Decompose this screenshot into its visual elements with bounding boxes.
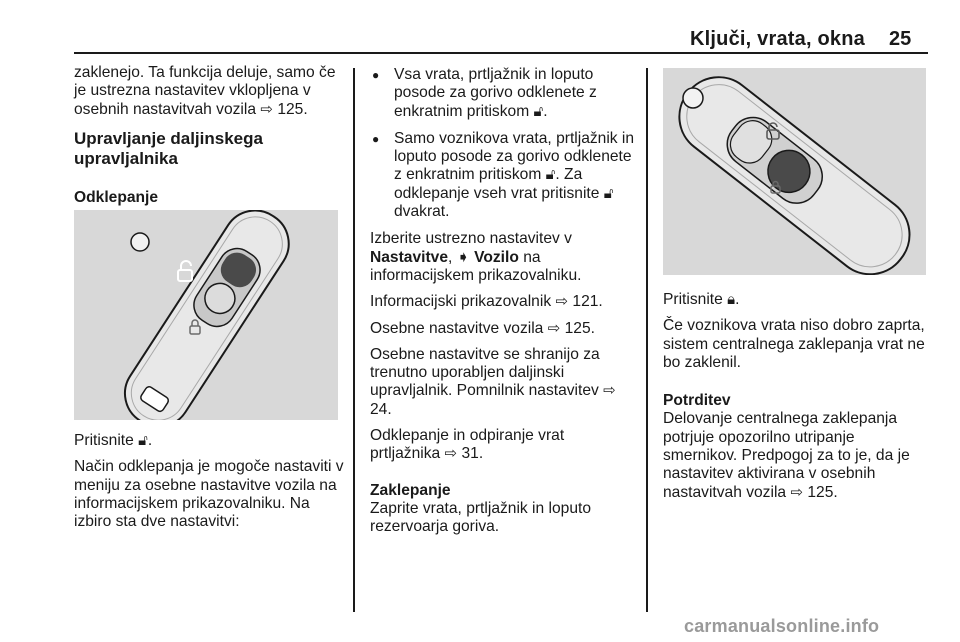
press-unlock-line: Pritisnite 🔓︎. [74, 432, 153, 449]
ref-arrow-icon: ⇨ [790, 483, 804, 501]
trunk-ref[interactable]: 31. [461, 445, 484, 463]
key-fob-unlock-illustration [74, 210, 338, 420]
intro-ref[interactable]: 125. [277, 100, 308, 118]
subheading-locking: Zaklepanje [370, 481, 451, 499]
stored-settings-text: Osebne nastavitve se shranijo za trenutno uporabljen daljinski upravljalnik. Pomnilnik nastavitev [370, 345, 600, 400]
personal-settings-text: Osebne nastavitve vozila [370, 319, 544, 337]
select-setting-text: Izberite ustrezno nastavitev v [370, 230, 572, 248]
trunk-paragraph [370, 427, 638, 464]
watermark: carmanualsonline.info [684, 616, 880, 636]
select-setting-paragraph: Izberite ustrezno nastavitev v Nastavitve, ➧ Vozilo na informacijskem prikazovalniku. [370, 230, 582, 284]
column-3 [663, 291, 928, 502]
press-lock-line: Pritisnite 🔒︎. [663, 291, 740, 308]
stored-settings-paragraph [370, 346, 638, 419]
bullet-2-text-c: dvakrat. [394, 203, 450, 221]
ref-arrow-icon: ⇨ [547, 319, 561, 337]
unlock-options-list [370, 66, 638, 221]
column-1 [74, 64, 346, 207]
list-item: ● Vsa vrata, prtljažnik in loputo posode za gorivo odklenete z enkratnim pritiskom 🔓︎. [370, 66, 638, 121]
unlock-icon: 🔓︎ [138, 432, 148, 449]
info-display-line [370, 293, 638, 311]
unlock-icon: 🔓︎ [545, 166, 556, 184]
press-label: Pritisnite [663, 291, 723, 308]
key-fob-unlock-figure [74, 210, 338, 420]
key-release-button [131, 233, 149, 251]
press-label: Pritisnite [74, 432, 134, 449]
ref-arrow-icon: ⇨ [444, 445, 458, 463]
menu-arrow-icon: ➧ [456, 248, 470, 266]
unlock-icon: 🔓︎ [533, 102, 544, 120]
confirmation-ref[interactable]: 125. [807, 483, 838, 501]
info-display-text: Informacijski prikazovalnik [370, 293, 552, 311]
bullet-2-text-b: . Za odklepanje vseh vrat pritisnite [394, 166, 600, 202]
menu-vehicle-label: Vozilo [474, 248, 519, 266]
page-header-title: Ključi, vrata, okna [690, 28, 865, 50]
key-fob-lock-figure [663, 68, 926, 275]
section-heading: Upravljanje daljinskega upravljalnika [74, 128, 263, 168]
bullet-2-text: Samo voznikova vrata, prtljažnik in loputo posode za gorivo odklenete z enkratnim pritiskom [394, 129, 635, 184]
column-divider [353, 68, 355, 612]
subheading-confirmation: Potrditev [663, 392, 731, 410]
lock-icon: 🔒︎ [727, 291, 736, 308]
trunk-text: Odklepanje in odpiranje vrat prtljažnika [370, 427, 565, 463]
list-item [370, 130, 638, 221]
intro-paragraph [74, 64, 346, 119]
personal-settings-ref[interactable]: 125. [564, 319, 595, 337]
select-setting-text-b: na informacijskem prikazovalniku. [370, 248, 582, 284]
header-rule [74, 52, 928, 54]
info-display-ref[interactable]: 121. [572, 293, 603, 311]
confirmation-text: Delovanje centralnega zaklepanja potrjuje opozorilno utripanje smernikov. Predpogoj za to je, da je nastavitev aktivirana v osebnih nastavitvah vozila [663, 410, 910, 501]
intro-text: zaklenejo. Ta funkcija deluje, samo če je ustrezna nastavitev vklopljena v osebnih nastavitvah vozila [74, 64, 336, 118]
ref-arrow-icon: ⇨ [260, 100, 273, 118]
personal-settings-line [370, 320, 638, 338]
key-fob-lock-illustration [663, 68, 926, 275]
column-divider [646, 68, 648, 612]
door-not-closed-paragraph: Če voznikova vrata niso dobro zaprta, sistem centralnega zaklepanja vrat ne bo zaklenil. [663, 317, 925, 371]
locking-paragraph: Zaprite vrata, prtljažnik in loputo rezervoarja goriva. [370, 499, 592, 536]
unlock-icon: 🔓︎ [603, 184, 614, 202]
ref-arrow-icon: ⇨ [603, 382, 616, 400]
stored-settings-ref[interactable]: 24. [370, 400, 392, 418]
column-2 [370, 66, 638, 537]
page-number: 25 [889, 28, 912, 50]
ref-arrow-icon: ⇨ [555, 293, 569, 311]
confirmation-paragraph [663, 410, 928, 501]
bullet-1-text: Vsa vrata, prtljažnik in loputo posode za gorivo odklenete z enkratnim pritiskom [394, 66, 597, 120]
unlock-method-paragraph: Način odklepanja je mogoče nastaviti v meniju za osebne nastavitve vozila na informacijskem prikazovalniku. Na izbiro sta dve nastavitvi: [74, 458, 344, 531]
key-release-button [683, 88, 703, 108]
subheading-unlocking: Odklepanje [74, 188, 159, 206]
column-1-lower [74, 432, 346, 531]
menu-settings-label: Nastavitve [370, 248, 449, 266]
